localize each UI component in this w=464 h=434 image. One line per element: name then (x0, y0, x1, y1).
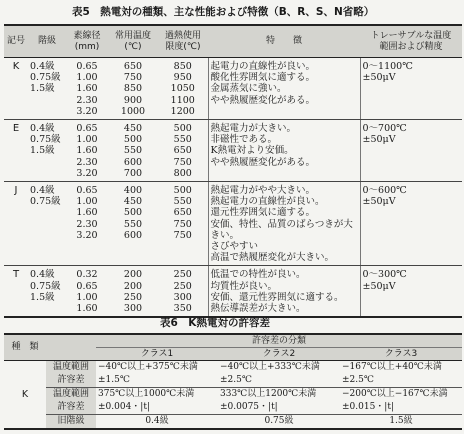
features-line: 金属蒸気に強い。 (210, 83, 287, 95)
row-label-old-grade: 旧階級 (46, 415, 96, 430)
normal-line: 1000 (120, 105, 146, 117)
diameters-line: 3.20 (76, 105, 98, 117)
table5-cell-diameters (66, 266, 108, 317)
table5-cell-traceable (360, 266, 462, 317)
traceable-line: ±50μV (362, 72, 396, 84)
class1-tol-2: ±0.004・|t| (98, 402, 150, 413)
features-line: 熱起電力が大きい。 (210, 123, 297, 135)
class1-range-2: 375℃以上1000℃未満 (96, 388, 218, 402)
header-normal-limit: 常用温度 (℃) (108, 25, 158, 58)
table5-header-row (4, 25, 462, 58)
diameters-line: 1.00 (76, 291, 98, 303)
grades-line: 0.75級 (30, 72, 61, 84)
table5-cell-grades (28, 120, 66, 182)
features-line: やや熱履歴変化がある。 (210, 94, 316, 106)
header-class-2: クラス2 (218, 348, 340, 361)
over-line: 950 (173, 72, 192, 84)
normal-line: 250 (123, 291, 143, 303)
table5-cell-diameters (66, 182, 108, 266)
table5-body (4, 58, 462, 318)
normal-line: 500 (123, 134, 143, 146)
table5-cell-over (158, 120, 208, 182)
diameters-line: 3.20 (76, 167, 98, 179)
type-k-cell: K (4, 361, 46, 430)
over-line: 750 (173, 156, 192, 168)
diameters-line: 3.20 (76, 229, 98, 241)
class3-old-grade: 1.5級 (340, 415, 462, 430)
table5-row (4, 266, 462, 317)
table6-row-tol-1 (4, 374, 462, 388)
table5-cell-features (208, 120, 360, 182)
diameters-line: 1.60 (76, 83, 98, 95)
over-line: 500 (173, 123, 192, 135)
diameters-line: 0.65 (76, 61, 98, 72)
diameters-line: 0.32 (76, 269, 98, 281)
table5-cell-grades (28, 58, 66, 120)
class1-tol-1: ±1.5℃ (98, 375, 130, 386)
grades-line: 1.5級 (30, 291, 55, 303)
over-line: 650 (173, 207, 192, 219)
over-line: 750 (173, 218, 192, 230)
header-type: 種 類 (4, 334, 46, 361)
traceable-line: 0〜300℃ (362, 269, 407, 281)
grades-line: 0.75級 (30, 134, 61, 146)
table6-caption: 表6 K熱電対の許容差 (160, 317, 270, 329)
class2-range-2: 333℃以上1200℃未満 (218, 388, 340, 402)
normal-line: 300 (123, 303, 143, 315)
table6-row-range-1 (4, 361, 462, 375)
grades-line: 0.4級 (30, 61, 55, 72)
grades-line: 0.4級 (30, 123, 55, 135)
features-line: 酸化性雰囲気に適する。 (210, 72, 316, 84)
grades-line: 0.4級 (30, 185, 55, 197)
diameters-line: 2.30 (76, 94, 98, 106)
diameters-line: 1.60 (76, 207, 98, 219)
table6-row-range-2 (4, 388, 462, 402)
table5-cell-over (158, 182, 208, 266)
features-line: 熱起電力がやや大きい。 (210, 185, 316, 197)
normal-line: 500 (123, 207, 143, 219)
table5-cell-features (208, 58, 360, 120)
table5-cell-symbol: T (4, 266, 28, 317)
row-label-range-2: 温度範囲 (46, 388, 96, 402)
features-line: 均質性が良い。 (210, 280, 278, 292)
table5-cell-grades (28, 182, 66, 266)
normal-line: 400 (123, 185, 143, 197)
diameters-line: 1.00 (76, 72, 98, 84)
over-line: 850 (173, 61, 192, 72)
header-over-limit: 過熱使用 限度(℃) (158, 25, 208, 58)
table5-cell-diameters (66, 120, 108, 182)
table5-cell-traceable (360, 120, 462, 182)
traceable-line: ±50μV (362, 280, 396, 292)
over-line: 750 (173, 229, 192, 241)
features-line: 起電力の直線性が良い。 (210, 61, 316, 72)
table5-cell-normal (108, 182, 158, 266)
over-line: 1200 (170, 105, 195, 117)
over-line: 550 (173, 134, 192, 146)
header-traceable: トレーサブルな温度 範囲および精度 (360, 25, 462, 58)
table5-cell-symbol: E (4, 120, 28, 182)
features-line: 還元性雰囲気に適する。 (210, 207, 316, 219)
class2-tol-2: ±0.0075・|t| (220, 402, 278, 413)
diameters-line: 1.60 (76, 145, 98, 157)
table5-cell-features (208, 266, 360, 317)
grades-line: 1.5級 (30, 83, 55, 95)
over-line: 550 (173, 196, 192, 208)
normal-line: 600 (123, 229, 143, 241)
features-line: 低温での特性が良い。 (210, 269, 306, 281)
table6-row-tol-2 (4, 401, 462, 415)
normal-line: 550 (123, 145, 143, 157)
features-line: 高温で熱履歴変化が大きい。 (210, 252, 335, 264)
over-line: 250 (173, 280, 192, 292)
diameters-line: 1.00 (76, 196, 98, 208)
header-class-3: クラス3 (340, 348, 462, 361)
normal-line: 200 (123, 269, 143, 281)
features-line: 安価、還元性雰囲気に適する。 (210, 291, 344, 303)
over-line: 1100 (170, 94, 195, 106)
k-tolerance-table (4, 333, 462, 430)
grades-line: 0.4級 (30, 269, 55, 281)
class2-range-1: −40℃以上+333℃未満 (220, 362, 320, 373)
header-features: 特 徴 (208, 25, 360, 58)
normal-line: 450 (123, 196, 143, 208)
diameters-line: 0.65 (76, 280, 98, 292)
table5-row (4, 182, 462, 266)
normal-line: 550 (123, 218, 143, 230)
header-class-group: 許容差の分類 (96, 334, 462, 348)
table6-row-old-grade (4, 415, 462, 430)
normal-line: 700 (123, 167, 143, 179)
normal-line: 650 (123, 61, 143, 72)
diameters-line: 1.00 (76, 134, 98, 146)
table5-cell-grades (28, 266, 66, 317)
normal-line: 200 (123, 280, 143, 292)
grades-line: 1.5級 (30, 145, 55, 157)
table6-header-row-1 (4, 334, 462, 348)
normal-line: 450 (123, 123, 143, 135)
diameters-line: 2.30 (76, 218, 98, 230)
traceable-line: 0〜700℃ (362, 123, 407, 135)
table5-cell-normal (108, 266, 158, 317)
over-line: 500 (173, 185, 192, 197)
row-label-tol-2: 許容差 (46, 401, 96, 415)
over-line: 300 (173, 291, 192, 303)
diameters-line: 1.60 (76, 303, 98, 315)
table5-caption: 表5 熱電対の種類、主な性能および特徴（B、R、S、N省略） (72, 6, 375, 18)
traceable-line: ±50μV (362, 196, 396, 208)
row-label-range-1: 温度範囲 (46, 361, 96, 375)
features-line: 熱起電力の直線性が良い。 (210, 196, 325, 208)
features-line: 安価、特性、品質のばらつきが大きい。 (210, 218, 353, 241)
normal-line: 850 (123, 83, 143, 95)
features-line: さびやすい (210, 241, 259, 253)
table5-cell-traceable (360, 58, 462, 120)
traceable-line: 0〜600℃ (362, 185, 407, 197)
table5-cell-traceable (360, 182, 462, 266)
over-line: 800 (173, 167, 192, 179)
normal-line: 750 (123, 72, 143, 84)
header-symbol: 記号 (4, 25, 28, 58)
class3-range-2: −200℃以上−167℃未満 (340, 388, 462, 402)
table5-cell-diameters (66, 58, 108, 120)
class2-tol-1: ±2.5℃ (220, 375, 252, 386)
diameters-line: 2.30 (76, 156, 98, 168)
class3-tol-2: ±0.015・|t| (342, 402, 394, 413)
over-line: 350 (173, 303, 192, 315)
over-line: 250 (173, 269, 192, 281)
normal-line: 900 (123, 94, 143, 106)
table5-cell-normal (108, 58, 158, 120)
table5-cell-features (208, 182, 360, 266)
header-class-1: クラス1 (96, 348, 218, 361)
table5-cell-symbol: J (4, 182, 28, 266)
features-line: 非磁性である。 (210, 134, 278, 146)
over-line: 650 (173, 145, 192, 157)
row-label-tol-1: 許容差 (46, 374, 96, 388)
class3-tol-1: ±2.5℃ (342, 375, 374, 386)
table5-cell-symbol: K (4, 58, 28, 120)
over-line: 1050 (170, 83, 195, 95)
class1-old-grade: 0.4級 (96, 415, 218, 430)
diameters-line: 0.65 (76, 123, 98, 135)
thermocouple-types-table (4, 24, 462, 318)
table5-cell-over (158, 58, 208, 120)
normal-line: 600 (123, 156, 143, 168)
traceable-line: 0〜1100℃ (362, 61, 413, 72)
diameters-line: 0.65 (76, 185, 98, 197)
table5-cell-normal (108, 120, 158, 182)
header-grade: 階級 (28, 25, 66, 58)
features-line: やや熱履歴変化がある。 (210, 156, 316, 168)
grades-line: 0.75級 (30, 280, 61, 292)
grades-line: 0.75級 (30, 196, 61, 208)
class2-old-grade: 0.75級 (218, 415, 340, 430)
class3-range-1: −167℃以上+40℃未満 (342, 362, 442, 373)
header-wire-diameter: 素線径 (mm) (66, 25, 108, 58)
header-blank (46, 334, 96, 361)
table5-row (4, 58, 462, 120)
traceable-line: ±50μV (362, 134, 396, 146)
features-line: K熱電対より安価。 (210, 145, 294, 157)
class1-range-1: −40℃以上+375℃未満 (98, 362, 198, 373)
features-line: 熱伝導誤差が大きい。 (210, 303, 306, 315)
table5-row (4, 120, 462, 182)
table5-cell-over (158, 266, 208, 317)
